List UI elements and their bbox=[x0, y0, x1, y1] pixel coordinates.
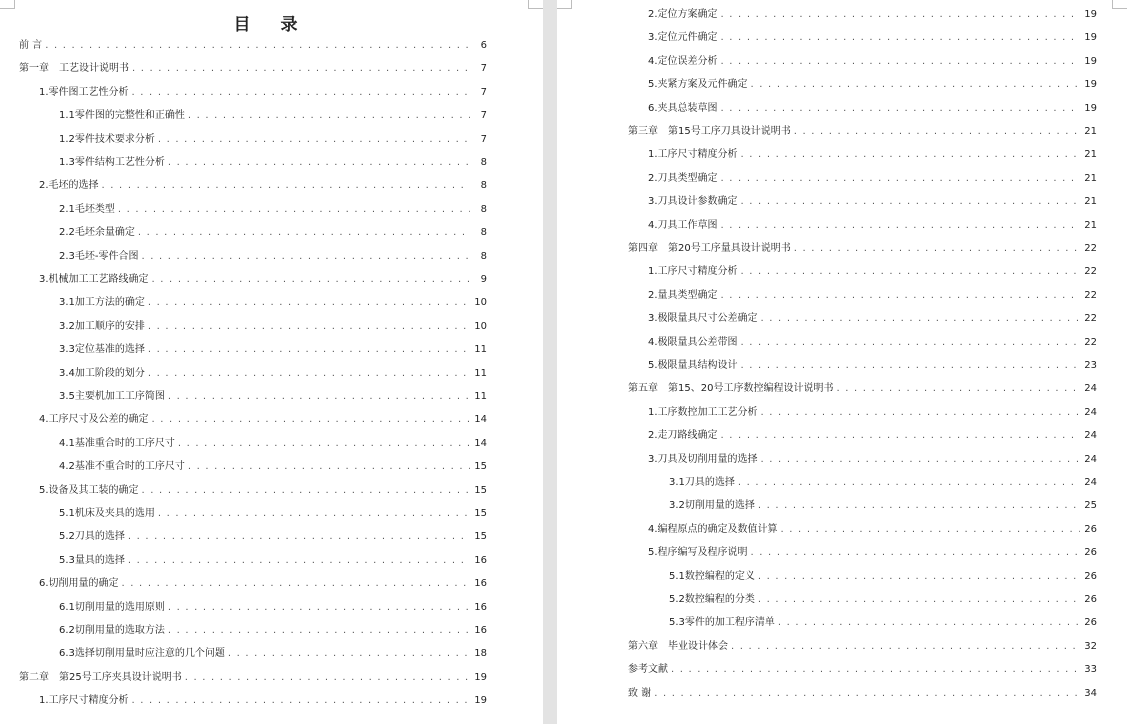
toc-page-number: 19 bbox=[1084, 102, 1097, 114]
toc-dot-leader bbox=[794, 124, 1080, 140]
toc-entry[interactable] bbox=[59, 600, 487, 616]
toc-entry[interactable] bbox=[648, 147, 1097, 163]
toc-entry[interactable] bbox=[39, 178, 487, 194]
toc-entry-title: 3.刀具设计参数确定 bbox=[648, 196, 738, 208]
toc-entry-title: 致 谢 bbox=[628, 687, 652, 699]
toc-entry-title: 3.2加工顺序的安排 bbox=[59, 320, 145, 332]
toc-page-number: 21 bbox=[1084, 219, 1097, 231]
toc-entry-title: 第六章 毕业设计体会 bbox=[628, 640, 728, 652]
toc-entry[interactable] bbox=[59, 225, 487, 241]
toc-dot-leader bbox=[721, 428, 1080, 444]
toc-dot-leader bbox=[721, 288, 1080, 304]
toc-page-number: 8 bbox=[480, 180, 487, 192]
toc-entry[interactable] bbox=[19, 61, 487, 77]
document-page-right bbox=[557, 0, 1127, 724]
toc-entry[interactable] bbox=[648, 311, 1097, 327]
toc-page-number: 26 bbox=[1084, 570, 1097, 582]
toc-dot-leader bbox=[148, 295, 470, 311]
toc-page-number: 33 bbox=[1084, 664, 1097, 676]
toc-entry[interactable] bbox=[669, 475, 1097, 491]
toc-entry-title: 2.1毛坯类型 bbox=[59, 203, 115, 215]
toc-entry[interactable] bbox=[628, 241, 1097, 257]
toc-page-number: 8 bbox=[480, 250, 487, 262]
toc-entry[interactable] bbox=[648, 30, 1097, 46]
toc-dot-leader bbox=[158, 132, 470, 148]
toc-dot-leader bbox=[758, 569, 1080, 585]
toc-dot-leader bbox=[178, 436, 470, 452]
toc-entry[interactable] bbox=[59, 459, 487, 475]
crop-mark-top-right bbox=[1112, 0, 1127, 9]
toc-dot-leader bbox=[741, 358, 1080, 374]
toc-entry-title: 4.定位误差分析 bbox=[648, 55, 718, 67]
toc-entry-title: 1.零件图工艺性分析 bbox=[39, 86, 129, 98]
toc-entry[interactable] bbox=[648, 264, 1097, 280]
toc-page-number: 11 bbox=[474, 367, 487, 379]
toc-dot-leader bbox=[781, 522, 1080, 538]
toc-dot-leader bbox=[721, 101, 1080, 117]
toc-entry[interactable] bbox=[19, 38, 487, 54]
toc-page-number: 7 bbox=[480, 63, 487, 75]
toc-entry-title: 3.4加工阶段的划分 bbox=[59, 367, 145, 379]
toc-dot-leader bbox=[836, 381, 1080, 397]
toc-dot-leader bbox=[654, 686, 1080, 702]
toc-entry-title: 6.2切削用量的选取方法 bbox=[59, 625, 165, 636]
toc-entry[interactable] bbox=[59, 155, 487, 171]
toc-entry-title: 2.走刀路线确定 bbox=[648, 430, 718, 442]
toc-page-number: 19 bbox=[474, 671, 487, 683]
toc-dot-leader bbox=[761, 452, 1080, 468]
toc-entry-title: 5.设备及其工装的确定 bbox=[39, 484, 139, 496]
toc-entry[interactable] bbox=[59, 319, 487, 335]
toc-page-number: 26 bbox=[1084, 617, 1097, 629]
toc-page-number: 7 bbox=[480, 110, 487, 122]
toc-entry-title: 1.2零件技术要求分析 bbox=[59, 133, 155, 145]
toc-dot-leader bbox=[152, 272, 470, 288]
toc-dot-leader bbox=[102, 178, 470, 194]
toc-page-number: 21 bbox=[1084, 196, 1097, 208]
toc-entry-title: 2.定位方案确定 bbox=[648, 9, 718, 20]
toc-page-number: 11 bbox=[474, 391, 487, 402]
toc-page-number: 8 bbox=[480, 227, 487, 239]
toc-page-number: 15 bbox=[474, 531, 487, 543]
toc-dot-leader bbox=[731, 639, 1080, 655]
toc-entry[interactable] bbox=[669, 498, 1097, 514]
toc-dot-leader bbox=[168, 155, 470, 171]
toc-entry[interactable] bbox=[648, 54, 1097, 70]
crop-mark-top-left bbox=[0, 0, 15, 9]
toc-dot-leader bbox=[671, 662, 1080, 678]
toc-entry[interactable] bbox=[648, 358, 1097, 374]
toc-entry[interactable] bbox=[39, 85, 487, 101]
toc-page-number: 22 bbox=[1084, 266, 1097, 278]
toc-entry-title: 6.1切削用量的选用原则 bbox=[59, 601, 165, 613]
toc-entry-title: 6.切削用量的确定 bbox=[39, 578, 119, 590]
toc-page-number: 32 bbox=[1084, 640, 1097, 652]
toc-page-number: 10 bbox=[474, 297, 487, 309]
toc-entry-title: 5.夹紧方案及元件确定 bbox=[648, 79, 748, 91]
toc-entry-title: 5.程序编写及程序说明 bbox=[648, 547, 748, 559]
toc-entry-title: 前 言 bbox=[19, 40, 43, 51]
toc-entry-title: 1.3零件结构工艺性分析 bbox=[59, 157, 165, 168]
toc-entry[interactable] bbox=[648, 7, 1097, 23]
toc-dot-leader bbox=[152, 412, 470, 428]
toc-entry-title: 1.1零件图的完整性和正确性 bbox=[59, 110, 185, 122]
toc-entry-title: 第五章 第15、20号工序数控编程设计说明书 bbox=[628, 383, 834, 395]
toc-entry-title: 6.夹具总装草图 bbox=[648, 102, 718, 114]
toc-entry[interactable] bbox=[39, 576, 487, 592]
toc-entry-title: 3.极限量具尺寸公差确定 bbox=[648, 313, 758, 325]
toc-entry-title: 5.2刀具的选择 bbox=[59, 531, 125, 543]
toc-dot-leader bbox=[148, 366, 470, 382]
toc-entry-title: 2.2毛坯余量确定 bbox=[59, 227, 135, 239]
toc-entry-title: 1.工序尺寸精度分析 bbox=[648, 149, 738, 161]
toc-page-number: 16 bbox=[474, 554, 487, 566]
toc-entry[interactable] bbox=[648, 194, 1097, 210]
toc-dot-leader bbox=[721, 171, 1080, 187]
toc-entry-title: 3.5主要机加工工序简图 bbox=[59, 391, 165, 402]
toc-page-number: 24 bbox=[1084, 477, 1097, 488]
toc-page-number: 19 bbox=[1084, 32, 1097, 44]
toc-page-number: 26 bbox=[1084, 523, 1097, 535]
toc-page-number: 16 bbox=[474, 601, 487, 613]
toc-entry[interactable] bbox=[59, 553, 487, 569]
toc-entry-title: 参考文献 bbox=[628, 664, 668, 676]
toc-dot-leader bbox=[721, 54, 1080, 70]
toc-entry[interactable] bbox=[628, 662, 1097, 678]
toc-entry[interactable] bbox=[39, 272, 487, 288]
toc-entry[interactable] bbox=[669, 615, 1097, 631]
page-gutter bbox=[543, 0, 557, 724]
toc-entry-title: 2.量具类型确定 bbox=[648, 289, 718, 301]
toc-entry-title: 4.1基准重合时的工序尺寸 bbox=[59, 437, 175, 449]
toc-entry[interactable] bbox=[59, 436, 487, 452]
toc-entry[interactable] bbox=[59, 646, 487, 662]
toc-entry[interactable] bbox=[59, 132, 487, 148]
toc-entry-title: 4.极限量具公差带图 bbox=[648, 336, 738, 348]
toc-entry[interactable] bbox=[59, 506, 487, 522]
toc-dot-leader bbox=[741, 264, 1080, 280]
toc-page-number: 7 bbox=[480, 86, 487, 98]
toc-dot-leader bbox=[148, 342, 470, 358]
toc-dot-leader bbox=[188, 459, 470, 475]
toc-entry[interactable] bbox=[59, 366, 487, 382]
toc-page-number: 26 bbox=[1084, 547, 1097, 559]
toc-dot-leader bbox=[128, 553, 470, 569]
toc-dot-leader bbox=[751, 77, 1080, 93]
toc-page-number: 22 bbox=[1084, 289, 1097, 301]
document-page-left bbox=[0, 0, 543, 724]
toc-entry[interactable] bbox=[628, 639, 1097, 655]
toc-page-number: 19 bbox=[1084, 79, 1097, 91]
toc-dot-leader bbox=[758, 498, 1080, 514]
toc-page-number: 9 bbox=[480, 274, 487, 285]
toc-page-number: 21 bbox=[1084, 149, 1097, 161]
toc-entry-title: 4.刀具工作草图 bbox=[648, 219, 718, 231]
toc-entry-title: 第二章 第25号工序夹具设计说明书 bbox=[19, 671, 182, 683]
toc-entry[interactable] bbox=[628, 124, 1097, 140]
toc-entry-title: 3.1加工方法的确定 bbox=[59, 297, 145, 309]
toc-entry-title: 4.编程原点的确定及数值计算 bbox=[648, 523, 778, 535]
toc-page-number: 22 bbox=[1084, 336, 1097, 348]
toc-dot-leader bbox=[168, 623, 470, 639]
toc-entry-title: 5.1数控编程的定义 bbox=[669, 570, 755, 582]
toc-page-number: 19 bbox=[474, 695, 487, 707]
toc-dot-leader bbox=[761, 405, 1080, 421]
toc-dot-leader bbox=[185, 670, 470, 686]
toc-entry-title: 3.定位元件确定 bbox=[648, 32, 718, 44]
toc-entry[interactable] bbox=[648, 335, 1097, 351]
toc-dot-leader bbox=[741, 194, 1080, 210]
toc-entry[interactable] bbox=[669, 592, 1097, 608]
toc-entry-title: 5.2数控编程的分类 bbox=[669, 594, 755, 605]
toc-dot-leader bbox=[45, 38, 470, 54]
toc-entry-title: 第三章 第15号工序刀具设计说明书 bbox=[628, 126, 791, 137]
toc-dot-leader bbox=[228, 646, 470, 662]
toc-dot-leader bbox=[741, 147, 1080, 163]
toc-dot-leader bbox=[132, 693, 470, 709]
toc-page-number: 26 bbox=[1084, 594, 1097, 605]
toc-dot-leader bbox=[168, 389, 470, 405]
toc-page-number: 24 bbox=[1084, 406, 1097, 418]
toc-page-number: 21 bbox=[1084, 172, 1097, 184]
toc-page-number: 15 bbox=[474, 508, 487, 519]
toc-entry-title: 5.极限量具结构设计 bbox=[648, 360, 738, 371]
toc-dot-leader bbox=[142, 483, 470, 499]
toc-dot-leader bbox=[741, 335, 1080, 351]
toc-entry[interactable] bbox=[648, 428, 1097, 444]
toc-page-number: 22 bbox=[1084, 243, 1097, 254]
toc-entry-title: 1.工序尺寸精度分析 bbox=[648, 266, 738, 278]
toc-entry-title: 第四章 第20号工序量具设计说明书 bbox=[628, 243, 791, 254]
toc-dot-leader bbox=[138, 225, 470, 241]
toc-page-number: 6 bbox=[480, 40, 487, 51]
toc-page-number: 19 bbox=[1084, 9, 1097, 20]
toc-entry[interactable] bbox=[648, 522, 1097, 538]
toc-entry-title: 2.3毛坯-零件合图 bbox=[59, 250, 139, 262]
toc-entry-title: 5.3量具的选择 bbox=[59, 554, 125, 566]
toc-dot-leader bbox=[778, 615, 1080, 631]
toc-entry-title: 3.刀具及切削用量的选择 bbox=[648, 453, 758, 465]
toc-page-number: 14 bbox=[474, 414, 487, 426]
toc-dot-leader bbox=[188, 108, 470, 124]
crop-mark-top-left bbox=[557, 0, 572, 9]
toc-dot-leader bbox=[158, 506, 470, 522]
toc-entry[interactable] bbox=[19, 670, 487, 686]
toc-dot-leader bbox=[148, 319, 470, 335]
toc-entry-title: 5.3零件的加工程序清单 bbox=[669, 617, 775, 629]
toc-page-number: 24 bbox=[1084, 383, 1097, 395]
toc-page-number: 11 bbox=[474, 344, 487, 356]
toc-entry[interactable] bbox=[59, 108, 487, 124]
toc-entry-title: 2.毛坯的选择 bbox=[39, 180, 99, 192]
toc-page-number: 8 bbox=[480, 203, 487, 215]
toc-entry[interactable] bbox=[648, 77, 1097, 93]
toc-page-number: 18 bbox=[474, 648, 487, 660]
toc-dot-leader bbox=[721, 30, 1080, 46]
toc-page-number: 19 bbox=[1084, 55, 1097, 67]
toc-entry[interactable] bbox=[59, 295, 487, 311]
toc-heading: 目 录 bbox=[233, 15, 310, 35]
toc-entry[interactable] bbox=[59, 202, 487, 218]
toc-entry-title: 1.工序尺寸精度分析 bbox=[39, 695, 129, 707]
toc-page-number: 24 bbox=[1084, 430, 1097, 442]
toc-dot-leader bbox=[794, 241, 1080, 257]
toc-entry-title: 1.工序数控加工工艺分析 bbox=[648, 406, 758, 418]
toc-page-number: 24 bbox=[1084, 453, 1097, 465]
toc-page-number: 10 bbox=[474, 320, 487, 332]
toc-page-number: 34 bbox=[1084, 687, 1097, 699]
toc-entry[interactable] bbox=[648, 545, 1097, 561]
toc-page-number: 15 bbox=[474, 484, 487, 496]
toc-page-number: 14 bbox=[474, 437, 487, 449]
toc-page-number: 15 bbox=[474, 461, 487, 473]
toc-dot-leader bbox=[168, 600, 470, 616]
toc-entry-title: 4.2基准不重合时的工序尺寸 bbox=[59, 461, 185, 473]
toc-entry[interactable] bbox=[648, 101, 1097, 117]
toc-entry-title: 3.2切削用量的选择 bbox=[669, 500, 755, 512]
toc-entry[interactable] bbox=[59, 389, 487, 405]
toc-entry[interactable] bbox=[648, 288, 1097, 304]
toc-dot-leader bbox=[132, 85, 470, 101]
toc-dot-leader bbox=[738, 475, 1080, 491]
toc-entry-title: 3.1刀具的选择 bbox=[669, 477, 735, 488]
toc-entry-title: 2.刀具类型确定 bbox=[648, 172, 718, 184]
toc-dot-leader bbox=[122, 576, 470, 592]
toc-dot-leader bbox=[751, 545, 1080, 561]
toc-dot-leader bbox=[142, 249, 470, 265]
toc-entry[interactable] bbox=[59, 342, 487, 358]
toc-entry[interactable] bbox=[628, 381, 1097, 397]
toc-page-number: 8 bbox=[480, 157, 487, 168]
toc-entry[interactable] bbox=[39, 483, 487, 499]
toc-entry-title: 3.机械加工工艺路线确定 bbox=[39, 274, 149, 285]
toc-entry[interactable] bbox=[648, 171, 1097, 187]
toc-entry-title: 5.1机床及夹具的选用 bbox=[59, 508, 155, 519]
toc-dot-leader bbox=[761, 311, 1080, 327]
toc-entry[interactable] bbox=[648, 452, 1097, 468]
toc-dot-leader bbox=[128, 529, 470, 545]
toc-page-number: 16 bbox=[474, 578, 487, 590]
toc-entry-title: 6.3选择切削用量时应注意的几个问题 bbox=[59, 648, 225, 660]
toc-entry[interactable] bbox=[628, 686, 1097, 702]
toc-page-number: 22 bbox=[1084, 313, 1097, 325]
toc-entry[interactable] bbox=[648, 218, 1097, 234]
toc-page-number: 16 bbox=[474, 625, 487, 636]
toc-entry[interactable] bbox=[59, 249, 487, 265]
toc-dot-leader bbox=[721, 218, 1080, 234]
toc-entry-title: 3.3定位基准的选择 bbox=[59, 344, 145, 356]
toc-dot-leader bbox=[118, 202, 470, 218]
toc-page-number: 7 bbox=[480, 133, 487, 145]
toc-entry[interactable] bbox=[59, 529, 487, 545]
toc-entry[interactable] bbox=[648, 405, 1097, 421]
toc-dot-leader bbox=[721, 7, 1080, 23]
toc-dot-leader bbox=[132, 61, 470, 77]
toc-entry[interactable] bbox=[669, 569, 1097, 585]
toc-entry-title: 第一章 工艺设计说明书 bbox=[19, 63, 129, 75]
toc-entry[interactable] bbox=[59, 623, 487, 639]
crop-mark-top-right bbox=[528, 0, 543, 9]
toc-page-number: 21 bbox=[1084, 126, 1097, 137]
toc-entry-title: 4.工序尺寸及公差的确定 bbox=[39, 414, 149, 426]
toc-entry[interactable] bbox=[39, 693, 487, 709]
toc-page-number: 25 bbox=[1084, 500, 1097, 512]
toc-dot-leader bbox=[758, 592, 1080, 608]
toc-page-number: 23 bbox=[1084, 360, 1097, 371]
toc-entry[interactable] bbox=[39, 412, 487, 428]
